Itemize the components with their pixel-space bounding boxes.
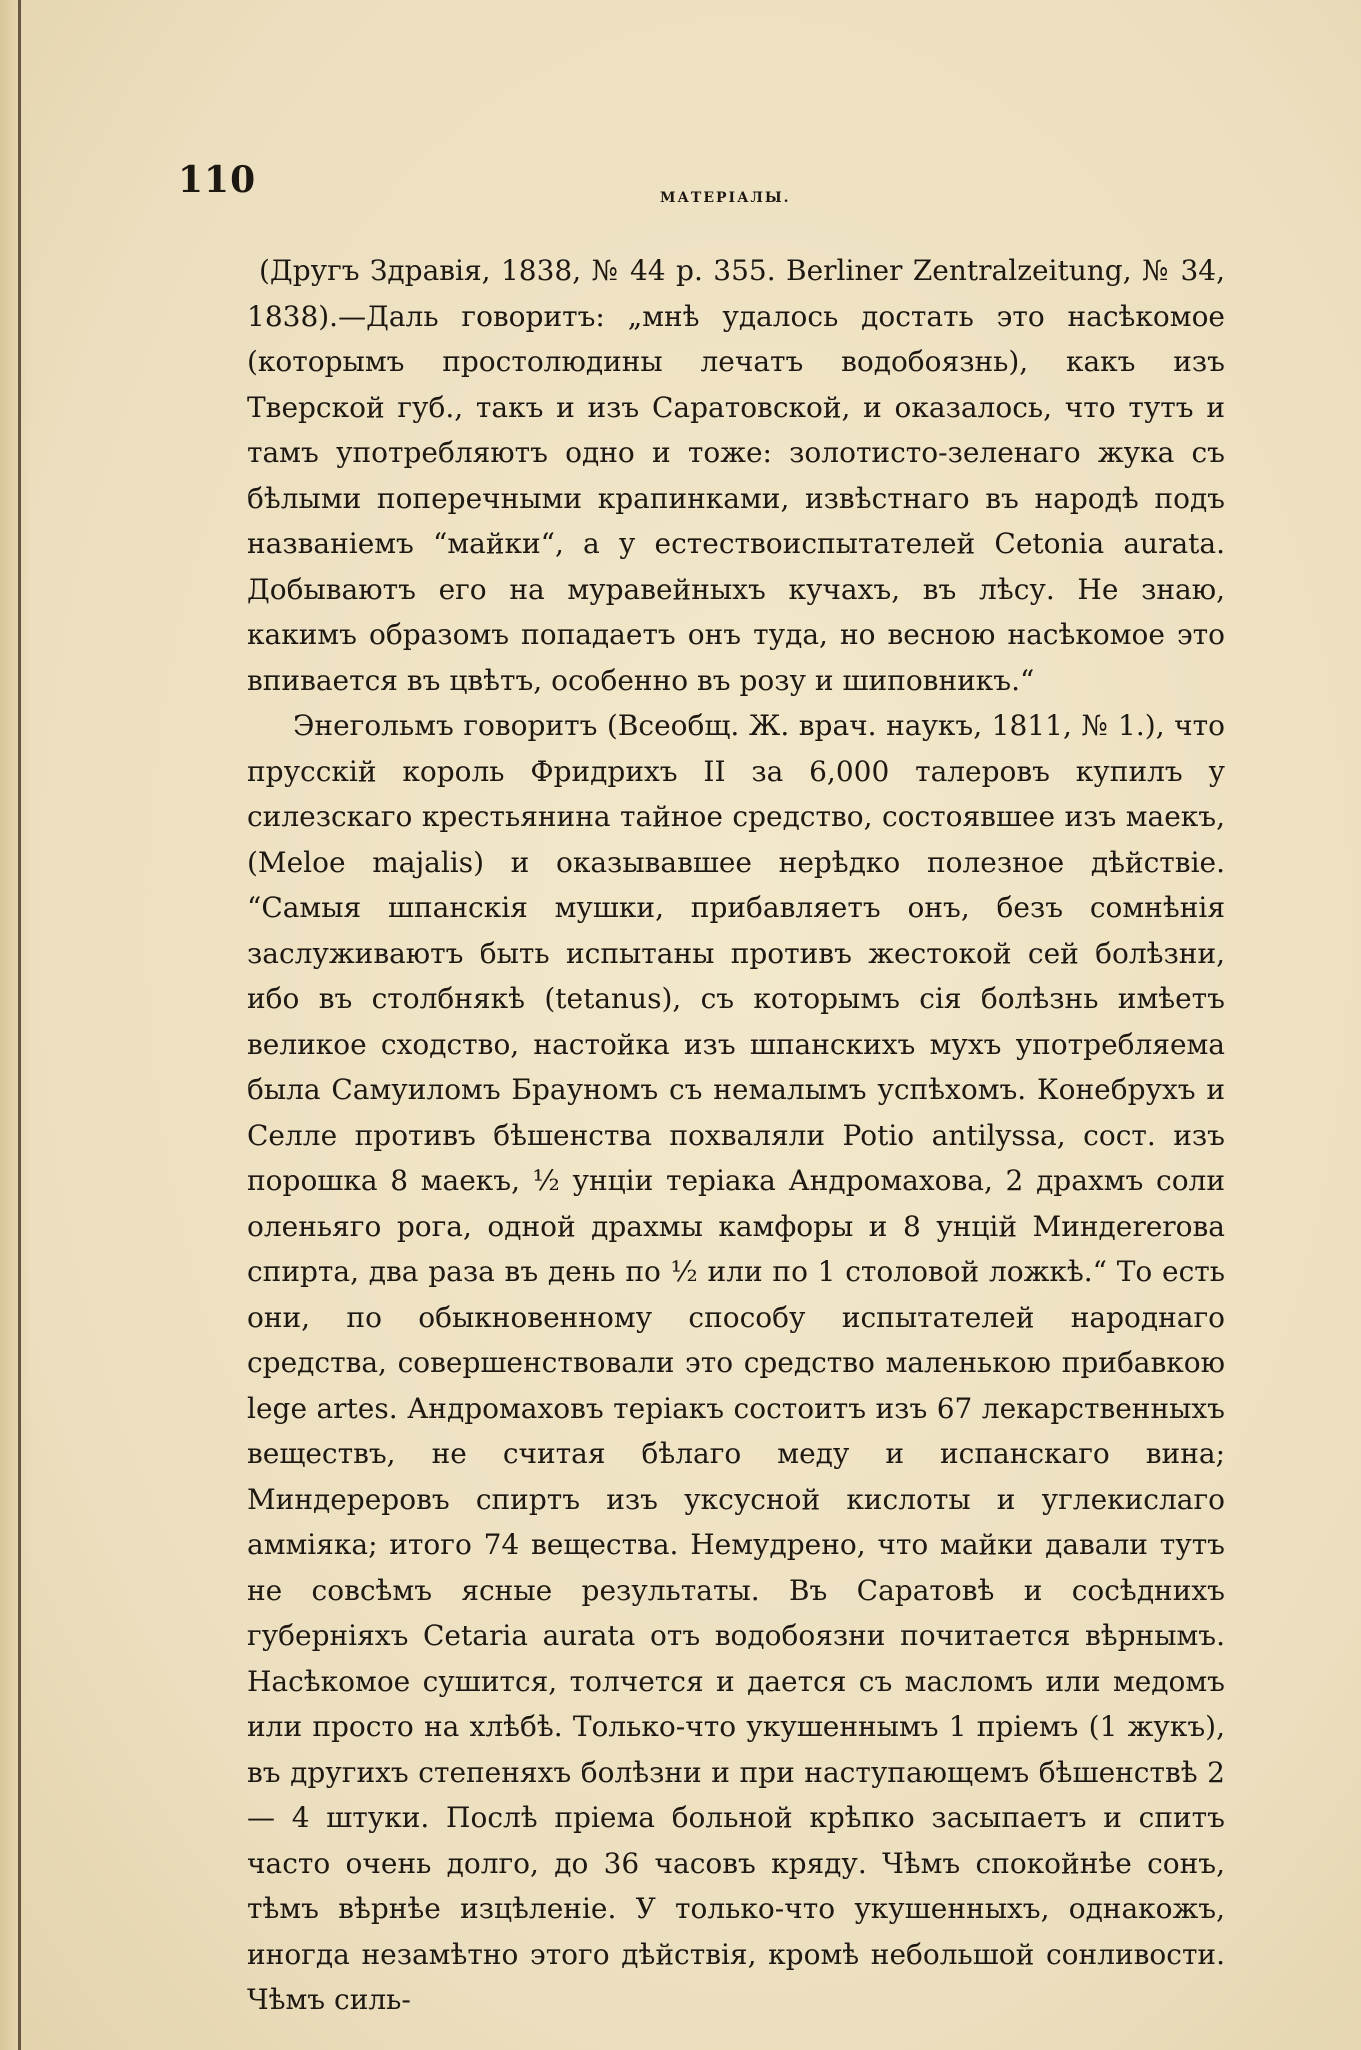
paragraph-2: Энегольмъ говоритъ (Всеобщ. Ж. врач. наукъ, 1811, № 1.), что прусскiй король Фридрихъ II за 6,000 талеровъ купилъ у силезскаго крестьянина тайное средство, состоявшее изъ маекъ, (Meloe majalis) и оказывавшее нерѣдко полезное дѣйствiе. “Самыя шпанскiя мушки, прибавляетъ онъ, безъ сомнѣнiя заслуживаютъ быть испытаны противъ жестокой сей болѣзни, ибо въ столбнякѣ (tetanus), съ которымъ сiя болѣзнь имѣетъ великое сходство, настойка изъ шпанскихъ мухъ употребляема была Самуиломъ Брауномъ съ немалымъ успѣхомъ. Конебрухъ и Селле противъ бѣшенства похваляли Potio antilyssa, сост. изъ порошка 8 маекъ, ½ унцiи терiака Андромахова, 2 драхмъ соли оленьяго рога, одной драхмы камфоры и 8 унцiй Миндererова спирта, два раза въ день по ½ или по 1 столовой ложкѣ.“ То есть они, по обыкновенному способу испытателей народнаго средства, совершенствовали это средство маленькою прибавкою lege artes. Андромаховъ терiакъ состоитъ изъ 67 лекарственныхъ веществъ, не считая бѣлаго меду и испанскаго вина; Миндереровъ спиртъ изъ уксусной кислоты и углекислаго аммiяка; итого 74 вещества. Немудрено, что майки давали тутъ не совсѣмъ ясные результаты. Въ Саратовѣ и сосѣднихъ губернiяхъ Cetaria aurata отъ водобоязни почитается вѣрнымъ. Насѣкомое сушится, толчется и дается съ масломъ или медомъ или просто на хлѣбѣ. Только-что укушеннымъ 1 прiемъ (1 жукъ), въ другихъ степеняхъ болѣзни и при наступающемъ бѣшенствѣ 2 — 4 штуки. Послѣ прiема больной крѣпко засыпаетъ и спитъ часто очень долго, до 36 часовъ кряду. Чѣмъ спокойнѣе сонъ, тѣмъ вѣрнѣе изцѣленiе. У только-что укушенныхъ, однакожъ, иногда незамѣтно этого дѣйствiя, кромѣ небольшой сонливости. Чѣмъ силь- — [247, 709, 1225, 2016]
page-number: 110 — [178, 159, 257, 201]
running-head: МАТЕРIАЛЫ. — [660, 190, 791, 206]
paragraph-1: (Другъ Здравiя, 1838, № 44 p. 355. Berliner Zentralzeitung, № 34, 1838).—Даль говоритъ: „мнѣ удалось достать это насѣкомое (которымъ простолюдины лечатъ водобоязнь), какъ изъ Тверской губ., такъ и изъ Саратовской, и оказалось, что тутъ и тамъ употребляютъ одно и тоже: золотисто-зеленаго жука съ бѣлыми поперечными крапинками, извѣстнаго въ народѣ подъ названiемъ “майки“, а у естествоиспытателей Cetonia aurata. Добываютъ его на муравейныхъ кучахъ, въ лѣсу. Не знаю, какимъ образомъ попадаетъ онъ туда, но весною насѣкомое это впивается въ цвѣтъ, особенно въ розу и шиповникъ.“ — [247, 254, 1225, 697]
body-text — [247, 248, 1225, 2023]
page-gutter-shadow — [0, 0, 30, 2050]
binding-edge-line — [18, 0, 21, 2050]
